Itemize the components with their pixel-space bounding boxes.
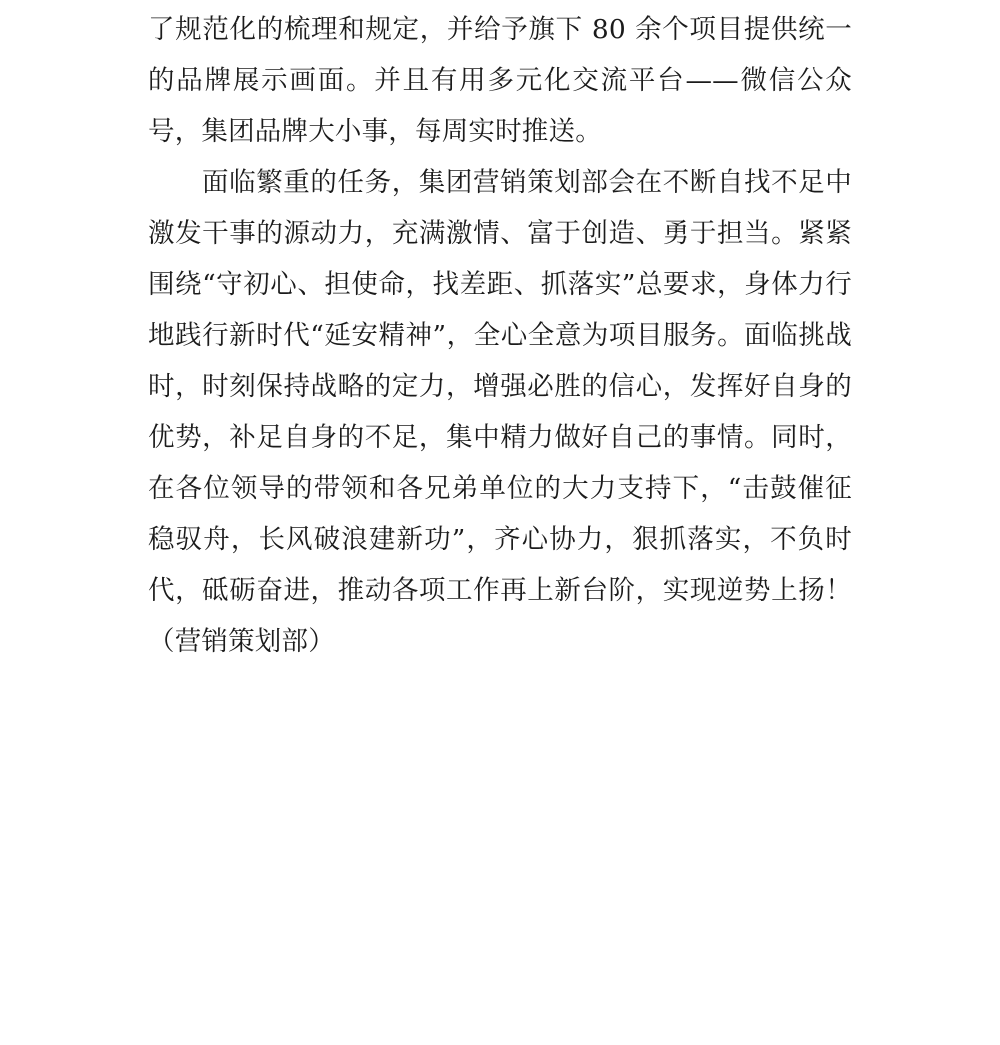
- paragraph-tasks: 面临繁重的任务，集团营销策划部会在不断自找不足中激发干事的源动力，充满激情、富于创造、勇于担当。紧紧围绕“守初心、担使命，找差距、抓落实”总要求，身体力行地践行新时代“延安精神”，全心全意为项目服务。面临挑战时，时刻保持战略的定力，增强必胜的信心，发挥好自身的优势，补足自身的不足，集中精力做好自己的事情。同时，在各位领导的带领和各兄弟单位的大力支持下，“击鼓催征稳驭舟，长风破浪建新功”，齐心协力，狠抓落实，不负时代，砥砺奋进，推动各项工作再上新台阶，实现逆势上扬！（营销策划部）: [148, 167, 852, 657]
- document-body: [148, 0, 852, 667]
- paragraph-continued: 了规范化的梳理和规定，并给予旗下 80 余个项目提供统一的品牌展示画面。并且有用多元化交流平台——微信公众号，集团品牌大小事，每周实时推送。: [148, 14, 852, 147]
